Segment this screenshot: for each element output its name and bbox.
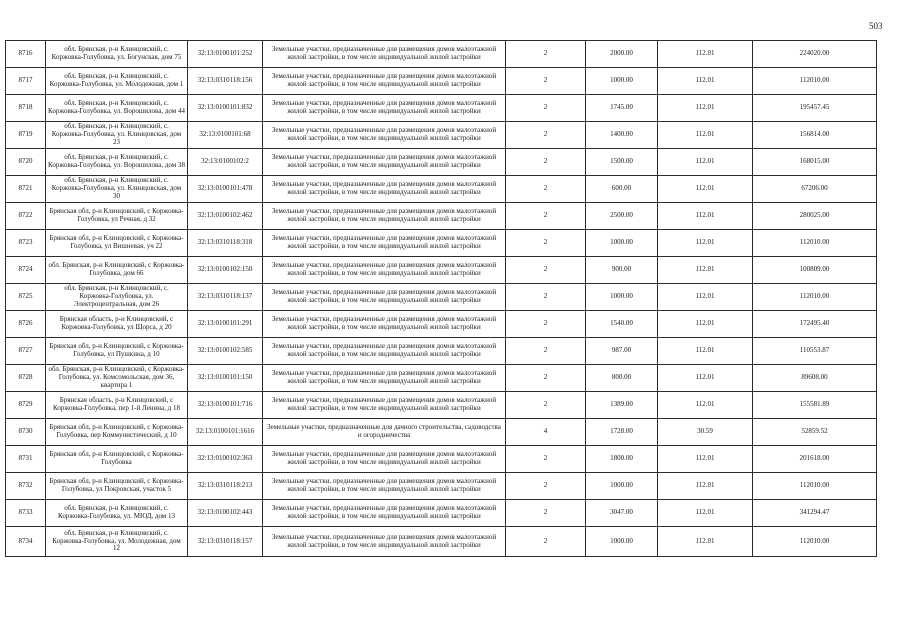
group-cell: 2 — [506, 95, 586, 122]
land-purpose-cell: Земельные участки, предназначенные для размещения домов малоэтажной жилой застройки, в том числе индивидуальной жилой застройки — [263, 122, 506, 149]
address-cell: обл. Брянская, р-н Клинцовский, с Коржовка-Голубовка, дом 66 — [46, 257, 188, 284]
table-row — [6, 41, 877, 68]
cadastral-value-cell: 201618.00 — [753, 446, 877, 473]
group-cell: 2 — [506, 311, 586, 338]
address-cell: обл. Брянская, р-н Клинцовский, с. Коржовка-Голубовка, ул. Богунская, дом 75 — [46, 41, 188, 68]
group-cell: 2 — [506, 257, 586, 284]
group-cell: 2 — [506, 176, 586, 203]
area-cell: 1800.00 — [586, 446, 658, 473]
cadastral-value-cell: 195457.45 — [753, 95, 877, 122]
unit-rate-cell: 112.01 — [658, 122, 753, 149]
address-cell: Брянская обл, р-н Клинцовский, с Коржовка-Голубовка — [46, 446, 188, 473]
group-cell: 2 — [506, 365, 586, 392]
unit-rate-cell: 112.01 — [658, 311, 753, 338]
unit-rate-cell: 112.01 — [658, 176, 753, 203]
table-row — [6, 446, 877, 473]
table-body — [6, 41, 877, 557]
area-cell: 1745.00 — [586, 95, 658, 122]
row-number-cell: 8727 — [6, 338, 46, 365]
cadastral-number-cell: 32:13:0100102:363 — [188, 446, 263, 473]
cadastral-number-cell: 32:13:0100101:150 — [188, 365, 263, 392]
cadastral-number-cell: 32:13:0100101:832 — [188, 95, 263, 122]
land-purpose-cell: Земельные участки, предназначенные для размещения домов малоэтажной жилой застройки, в том числе индивидуальной жилой застройки — [263, 257, 506, 284]
table-row — [6, 338, 877, 365]
land-purpose-cell: Земельные участки, предназначенные для размещения домов малоэтажной жилой застройки, в том числе индивидуальной жилой застройки — [263, 527, 506, 557]
table-row — [6, 230, 877, 257]
address-cell: обл. Брянская, р-н Клинцовский, с. Коржовка-Голубовка, ул. Молодежная, дом 1 — [46, 68, 188, 95]
cadastral-value-cell: 112010.00 — [753, 230, 877, 257]
cadastral-number-cell: 32:13:0100102:462 — [188, 203, 263, 230]
land-purpose-cell: Земельные участки, предназначенные для размещения домов малоэтажной жилой застройки, в том числе индивидуальной жилой застройки — [263, 41, 506, 68]
cadastral-number-cell: 32:13:0100101:252 — [188, 41, 263, 68]
unit-rate-cell: 112.01 — [658, 95, 753, 122]
address-cell: Брянская обл, р-н Клинцовский, с Коржовка-Голубовка, ул Покровская, участок 5 — [46, 473, 188, 500]
area-cell: 1389.00 — [586, 392, 658, 419]
land-purpose-cell: Земельные участки, предназначенные для размещения домов малоэтажной жилой застройки, в том числе индивидуальной жилой застройки — [263, 500, 506, 527]
unit-rate-cell: 112.01 — [658, 149, 753, 176]
row-number-cell: 8719 — [6, 122, 46, 149]
group-cell: 2 — [506, 122, 586, 149]
unit-rate-cell: 112.01 — [658, 446, 753, 473]
cadastral-number-cell: 32:13:0310118:157 — [188, 527, 263, 557]
address-cell: Брянская область, р-н Клинцовский, с Коржовка-Голубовка, ул Щорса, д 20 — [46, 311, 188, 338]
cadastral-value-cell: 67206.00 — [753, 176, 877, 203]
address-cell: Брянская обл, р-н Клинцовский, с Коржовка-Голубовка, ул Пушкина, д 10 — [46, 338, 188, 365]
cadastral-number-cell: 32:13:0310118:318 — [188, 230, 263, 257]
land-purpose-cell: Земельные участки, предназначенные для размещения домов малоэтажной жилой застройки, в том числе индивидуальной жилой застройки — [263, 284, 506, 311]
row-number-cell: 8717 — [6, 68, 46, 95]
table-row — [6, 95, 877, 122]
cadastral-number-cell: 32:13:0100101:1616 — [188, 419, 263, 446]
cadastral-value-table — [5, 40, 877, 557]
cadastral-number-cell: 32:13:0310118:213 — [188, 473, 263, 500]
address-cell: обл. Брянская, р-н Клинцовский, с. Коржовка-Голубовка, ул. Молодежная, дом 12 — [46, 527, 188, 557]
land-purpose-cell: Земельные участки, предназначенные для размещения домов малоэтажной жилой застройки, в том числе индивидуальной жилой застройки — [263, 365, 506, 392]
address-cell: Брянская обл, р-н Клинцовский, с Коржовка-Голубовка, ул Вишневая, уч 22 — [46, 230, 188, 257]
cadastral-value-cell: 341294.47 — [753, 500, 877, 527]
cadastral-value-cell: 112010.00 — [753, 284, 877, 311]
table-row — [6, 392, 877, 419]
row-number-cell: 8718 — [6, 95, 46, 122]
cadastral-number-cell: 32:13:0100101:291 — [188, 311, 263, 338]
table-row — [6, 149, 877, 176]
area-cell: 1000.00 — [586, 284, 658, 311]
table-row — [6, 311, 877, 338]
table-row — [6, 284, 877, 311]
cadastral-value-cell: 112010.00 — [753, 473, 877, 500]
address-cell: Брянская область, р-н Клинцовский, с Коржовка-Голубовка, пер 1-й Ленина, д 18 — [46, 392, 188, 419]
cadastral-value-cell: 156814.00 — [753, 122, 877, 149]
group-cell: 2 — [506, 68, 586, 95]
cadastral-value-cell: 224020.00 — [753, 41, 877, 68]
cadastral-value-cell: 172495.40 — [753, 311, 877, 338]
land-purpose-cell: Земельные участки, предназначенные для размещения домов малоэтажной жилой застройки, в том числе индивидуальной жилой застройки — [263, 68, 506, 95]
row-number-cell: 8728 — [6, 365, 46, 392]
cadastral-value-cell: 112010.00 — [753, 68, 877, 95]
row-number-cell: 8726 — [6, 311, 46, 338]
group-cell: 2 — [506, 41, 586, 68]
unit-rate-cell: 112.01 — [658, 41, 753, 68]
group-cell: 2 — [506, 473, 586, 500]
page-number: 503 — [869, 21, 883, 31]
land-purpose-cell: Земельные участки, предназначенные для размещения домов малоэтажной жилой застройки, в том числе индивидуальной жилой застройки — [263, 95, 506, 122]
land-purpose-cell: Земельные участки, предназначенные для размещения домов малоэтажной жилой застройки, в том числе индивидуальной жилой застройки — [263, 230, 506, 257]
unit-rate-cell: 112.01 — [658, 338, 753, 365]
cadastral-number-cell: 32:13:0100102:2 — [188, 149, 263, 176]
address-cell: обл. Брянская, р-н Клинцовский, с. Коржовка-Голубовка, ул. Ворошилова, дом 38 — [46, 149, 188, 176]
table-row — [6, 419, 877, 446]
cadastral-number-cell: 32:13:0100101:478 — [188, 176, 263, 203]
area-cell: 3047.00 — [586, 500, 658, 527]
cadastral-value-cell: 100809.00 — [753, 257, 877, 284]
row-number-cell: 8725 — [6, 284, 46, 311]
address-cell: обл. Брянская, р-н Клинцовский, с. Коржовка-Голубовка, ул. МЮД, дом 13 — [46, 500, 188, 527]
land-purpose-cell: Земельные участки, предназначенные для размещения домов малоэтажной жилой застройки, в том числе индивидуальной жилой застройки — [263, 446, 506, 473]
unit-rate-cell: 112.01 — [658, 230, 753, 257]
table-row — [6, 176, 877, 203]
group-cell: 2 — [506, 446, 586, 473]
table-row — [6, 257, 877, 284]
cadastral-number-cell: 32:13:0100101:68 — [188, 122, 263, 149]
cadastral-number-cell: 32:13:0100102:443 — [188, 500, 263, 527]
row-number-cell: 8724 — [6, 257, 46, 284]
group-cell: 4 — [506, 419, 586, 446]
row-number-cell: 8733 — [6, 500, 46, 527]
land-purpose-cell: Земельные участки, предназначенные для размещения домов малоэтажной жилой застройки, в том числе индивидуальной жилой застройки — [263, 176, 506, 203]
group-cell: 2 — [506, 230, 586, 257]
area-cell: 1500.00 — [586, 149, 658, 176]
area-cell: 600.00 — [586, 176, 658, 203]
row-number-cell: 8722 — [6, 203, 46, 230]
group-cell: 2 — [506, 284, 586, 311]
cadastral-number-cell: 32:13:0100102:585 — [188, 338, 263, 365]
cadastral-value-cell: 89608.00 — [753, 365, 877, 392]
row-number-cell: 8731 — [6, 446, 46, 473]
cadastral-value-cell: 280025.00 — [753, 203, 877, 230]
unit-rate-cell: 112.01 — [658, 392, 753, 419]
address-cell: обл. Брянская, р-н Клинцовский, с Коржовка-Голубовка, ул. Комсомольская, дом 36, квартира 1 — [46, 365, 188, 392]
unit-rate-cell: 112.01 — [658, 68, 753, 95]
area-cell: 2000.00 — [586, 41, 658, 68]
group-cell: 2 — [506, 392, 586, 419]
area-cell: 2500.00 — [586, 203, 658, 230]
row-number-cell: 8730 — [6, 419, 46, 446]
cadastral-number-cell: 32:13:0310118:156 — [188, 68, 263, 95]
unit-rate-cell: 112.01 — [658, 203, 753, 230]
area-cell: 987.00 — [586, 338, 658, 365]
row-number-cell: 8716 — [6, 41, 46, 68]
table-row — [6, 500, 877, 527]
area-cell: 1540.00 — [586, 311, 658, 338]
group-cell: 2 — [506, 500, 586, 527]
cadastral-value-cell: 52859.52 — [753, 419, 877, 446]
address-cell: обл. Брянская, р-н Клинцовский, с. Коржовка-Голубовка, ул. Электроцентральная, дом 26 — [46, 284, 188, 311]
unit-rate-cell: 112.01 — [658, 473, 753, 500]
land-purpose-cell: Земельные участки, предназначенные для дачного строительства, садоводства и огородничества — [263, 419, 506, 446]
cadastral-value-cell: 110553.87 — [753, 338, 877, 365]
row-number-cell: 8720 — [6, 149, 46, 176]
address-cell: обл. Брянская, р-н Клинцовский, с. Коржовка-Голубовка, ул. Клинцовская, дом 23 — [46, 122, 188, 149]
group-cell: 2 — [506, 149, 586, 176]
cadastral-value-cell: 112010.00 — [753, 527, 877, 557]
land-purpose-cell: Земельные участки, предназначенные для размещения домов малоэтажной жилой застройки, в том числе индивидуальной жилой застройки — [263, 149, 506, 176]
area-cell: 1000.00 — [586, 473, 658, 500]
address-cell: обл. Брянская, р-н Клинцовский, с. Коржовка-Голубовка, ул. Ворошилова, дом 44 — [46, 95, 188, 122]
land-purpose-cell: Земельные участки, предназначенные для размещения домов малоэтажной жилой застройки, в том числе индивидуальной жилой застройки — [263, 392, 506, 419]
cadastral-number-cell: 32:13:0100101:716 — [188, 392, 263, 419]
table-row — [6, 122, 877, 149]
area-cell: 1400.00 — [586, 122, 658, 149]
table-row — [6, 473, 877, 500]
area-cell: 1000.00 — [586, 527, 658, 557]
land-purpose-cell: Земельные участки, предназначенные для размещения домов малоэтажной жилой застройки, в том числе индивидуальной жилой застройки — [263, 311, 506, 338]
row-number-cell: 8729 — [6, 392, 46, 419]
group-cell: 2 — [506, 203, 586, 230]
group-cell: 2 — [506, 338, 586, 365]
area-cell: 1000.00 — [586, 230, 658, 257]
address-cell: Брянская обл, р-н Клинцовский, с Коржовка-Голубовка, пер Коммунистический, д 10 — [46, 419, 188, 446]
row-number-cell: 8721 — [6, 176, 46, 203]
table-row — [6, 203, 877, 230]
table-row — [6, 365, 877, 392]
address-cell: обл. Брянская, р-н Клинцовский, с. Коржовка-Голубовка, ул. Клинцовская, дом 30 — [46, 176, 188, 203]
cadastral-value-cell: 155581.89 — [753, 392, 877, 419]
table-row — [6, 527, 877, 557]
table-row — [6, 68, 877, 95]
row-number-cell: 8732 — [6, 473, 46, 500]
land-purpose-cell: Земельные участки, предназначенные для размещения домов малоэтажной жилой застройки, в том числе индивидуальной жилой застройки — [263, 473, 506, 500]
unit-rate-cell: 112.01 — [658, 365, 753, 392]
cadastral-number-cell: 32:13:0100102:150 — [188, 257, 263, 284]
land-purpose-cell: Земельные участки, предназначенные для размещения домов малоэтажной жилой застройки, в том числе индивидуальной жилой застройки — [263, 203, 506, 230]
unit-rate-cell: 112.01 — [658, 257, 753, 284]
unit-rate-cell: 112.01 — [658, 527, 753, 557]
address-cell: Брянская обл, р-н Клинцовский, с Коржовка-Голубовка, ул Речная, д 32 — [46, 203, 188, 230]
unit-rate-cell: 112.01 — [658, 284, 753, 311]
unit-rate-cell: 30.59 — [658, 419, 753, 446]
group-cell: 2 — [506, 527, 586, 557]
cadastral-value-cell: 168015.00 — [753, 149, 877, 176]
area-cell: 800.00 — [586, 365, 658, 392]
area-cell: 1000.00 — [586, 68, 658, 95]
row-number-cell: 8734 — [6, 527, 46, 557]
unit-rate-cell: 112.01 — [658, 500, 753, 527]
area-cell: 1728.00 — [586, 419, 658, 446]
land-purpose-cell: Земельные участки, предназначенные для размещения домов малоэтажной жилой застройки, в том числе индивидуальной жилой застройки — [263, 338, 506, 365]
cadastral-number-cell: 32:13:0310118:137 — [188, 284, 263, 311]
row-number-cell: 8723 — [6, 230, 46, 257]
area-cell: 900.00 — [586, 257, 658, 284]
